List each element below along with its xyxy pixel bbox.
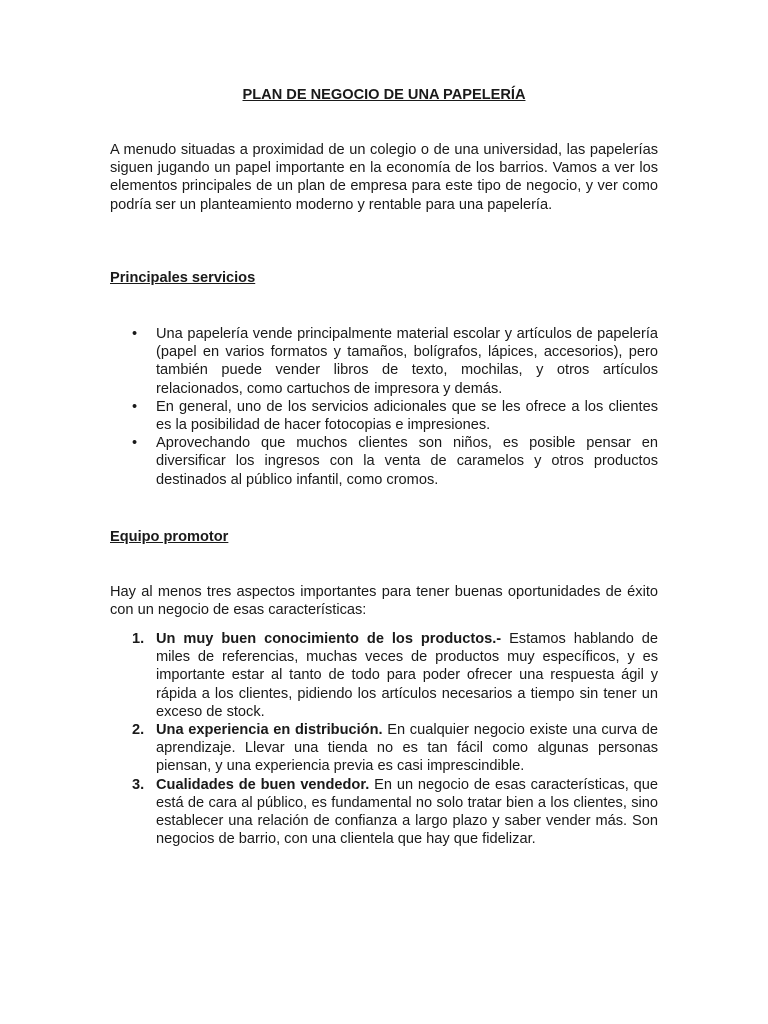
list-item <box>110 776 658 849</box>
team-intro-paragraph: Hay al menos tres aspectos importantes para tener buenas oportunidades de éxito con un negocio de esas características: <box>110 584 658 619</box>
document-title: PLAN DE NEGOCIO DE UNA PAPELERÍA <box>242 87 526 103</box>
list-item-text: Aprovechando que muchos clientes son niños, es posible pensar en diversificar los ingresos con la venta de caramelos y otros productos destinados al público infantil, como cromos. <box>156 435 658 488</box>
team-list <box>110 630 658 848</box>
list-item <box>110 434 658 489</box>
services-list <box>110 325 658 489</box>
list-item-lead: Una experiencia en distribución. <box>156 722 383 739</box>
bullet-icon: • <box>132 326 138 342</box>
list-item-text: En un negocio de esas características, que está de cara al público, es fundamental no solo tratar bien a los clientes, sino establecer una relación de confianza a largo plazo y saber vender más. Son negocios de barrio, con una clientela que hay que fidelizar. <box>156 776 659 848</box>
list-number: 1. <box>132 631 145 647</box>
list-item <box>110 398 658 434</box>
list-item <box>110 630 658 721</box>
bullet-icon: • <box>132 398 138 415</box>
list-item-text: En general, uno de los servicios adicionales que se les ofrece a los clientes es la posibilidad de hacer fotocopias e impresiones. <box>156 398 658 434</box>
team-heading: Equipo promotor <box>110 529 229 545</box>
list-item-text: Estamos hablando de miles de referencias, muchas veces de productos muy específicos, y es importante estar al tanto de todo para poder ofrecer una respuesta ágil y rápida a los clientes, pidiendo los artículos necesarios a tiempo sin tener un exceso de stock. <box>156 631 658 720</box>
list-item-lead: Cualidades de buen vendedor. <box>156 776 370 793</box>
list-item-lead: Un muy buen conocimiento de los productos.- <box>156 631 502 647</box>
list-item <box>110 325 658 398</box>
list-item <box>110 721 658 776</box>
services-heading: Principales servicios <box>110 270 256 286</box>
list-number: 2. <box>132 722 145 739</box>
list-number: 3. <box>132 776 145 793</box>
bullet-icon: • <box>132 435 138 452</box>
list-item-text: Una papelería vende principalmente material escolar y artículos de papelería (papel en varios formatos y tamaños, bolígrafos, lápices, accesorios), pero también puede vender libros de texto, mochilas, y otros artículos relacionados, como cartuchos de impresora y demás. <box>156 326 658 397</box>
list-item-text: En cualquier negocio existe una curva de aprendizaje. Llevar una tienda no es tan fácil como algunas personas piensan, y una experiencia previa es casi imprescindible. <box>156 722 658 775</box>
intro-paragraph: A menudo situadas a proximidad de un colegio o de una universidad, las papelerías siguen jugando un papel importante en la economía de los barrios. Vamos a ver los elementos principales de un plan de empresa para este tipo de negocio, y ver como podría ser un planteamiento moderno y rentable para una papelería. <box>110 142 658 213</box>
